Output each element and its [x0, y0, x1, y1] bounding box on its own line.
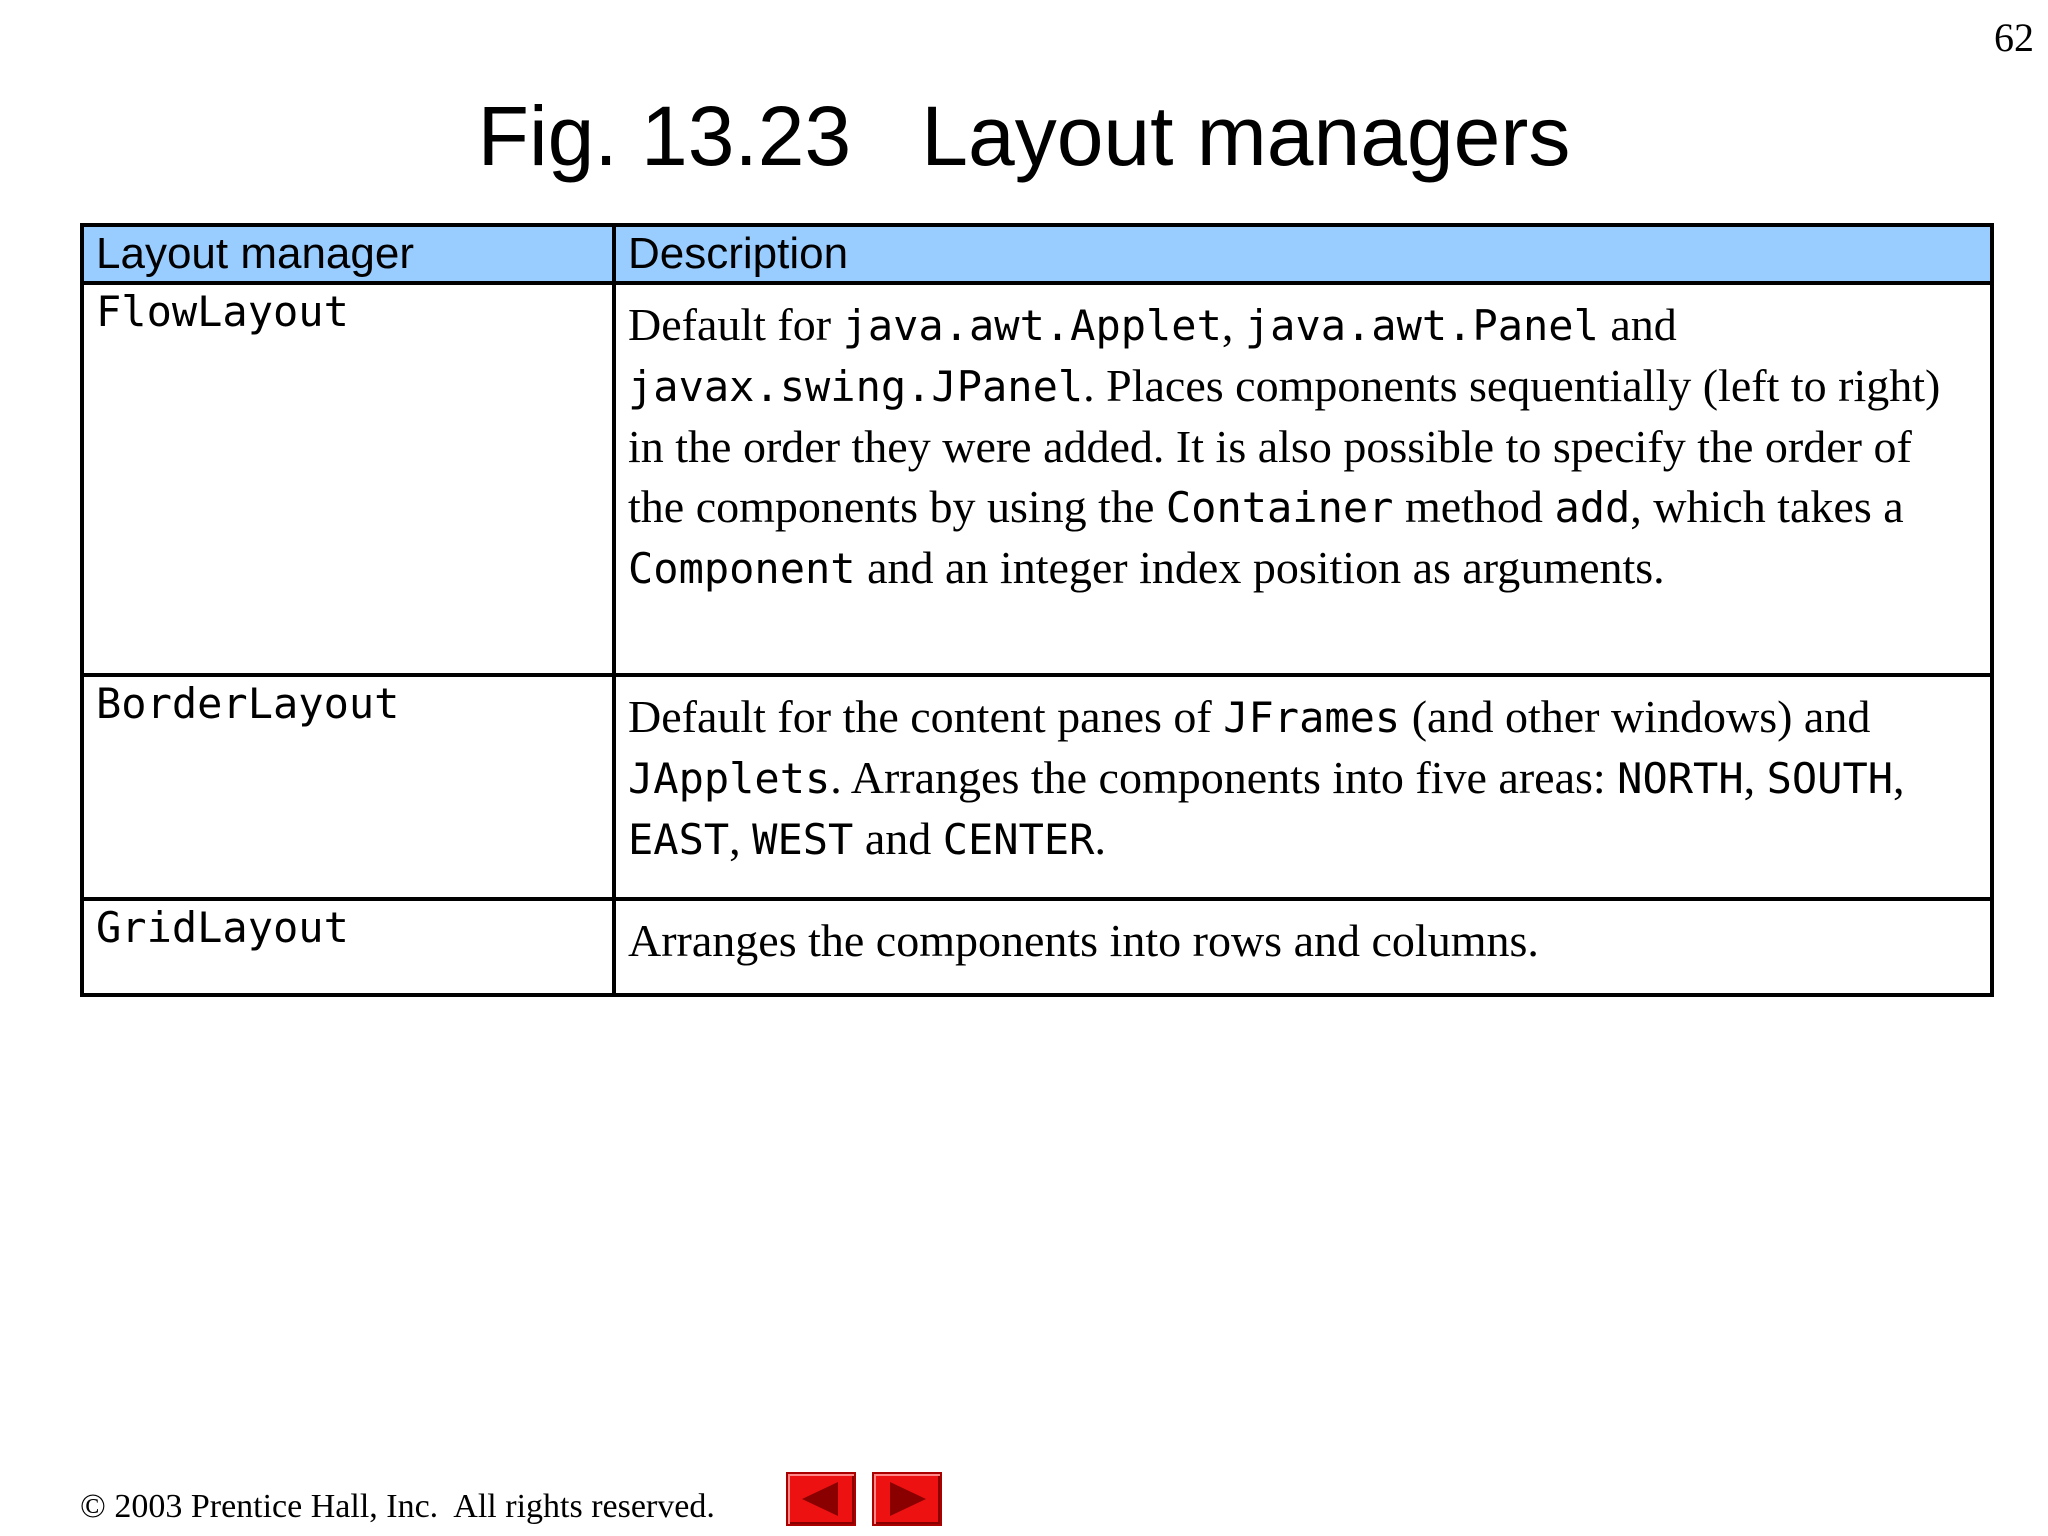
left-arrow-icon — [788, 1474, 854, 1524]
code-term: javax.swing.JPanel — [628, 362, 1084, 411]
code-term: java.awt.Panel — [1244, 301, 1599, 350]
layout-description-cell — [614, 283, 1992, 675]
code-term: JApplets — [628, 754, 831, 803]
layout-description-cell — [614, 675, 1992, 899]
layout-managers-table — [80, 223, 1994, 997]
description-text: , — [729, 813, 753, 864]
description-text: , — [1893, 752, 1905, 803]
code-term: NORTH — [1617, 754, 1744, 803]
previous-slide-button[interactable] — [786, 1472, 856, 1526]
description-text: . Places components sequentially (left to right) in the order they were added. It is also possible to specify the order of the components by using the — [628, 360, 1941, 532]
description-text: Arranges the components into rows and columns. — [628, 915, 1539, 966]
description-text: , — [1743, 752, 1767, 803]
layout-description-cell — [614, 899, 1992, 995]
table-row — [82, 283, 1992, 675]
description-text: , — [1221, 299, 1245, 350]
description-text: Default for the content panes of — [628, 691, 1224, 742]
description-text: and an integer index position as arguments. — [855, 542, 1665, 593]
code-term: JFrames — [1223, 693, 1401, 742]
layout-name-cell: FlowLayout — [82, 283, 614, 675]
table-row — [82, 675, 1992, 899]
copyright-notice: © 2003 Prentice Hall, Inc. All rights reserved. — [80, 1488, 715, 1525]
next-slide-button[interactable] — [872, 1472, 942, 1526]
code-term: Container — [1165, 483, 1394, 532]
code-term: Component — [628, 544, 856, 593]
layout-name-cell: BorderLayout — [82, 675, 614, 899]
code-term: WEST — [752, 815, 854, 864]
code-term: add — [1554, 483, 1631, 532]
code-term: java.awt.Applet — [842, 301, 1222, 350]
layout-name-cell: GridLayout — [82, 899, 614, 995]
table-header-row — [82, 225, 1992, 283]
header-description: Description — [614, 225, 1992, 283]
right-arrow-icon — [874, 1474, 940, 1524]
page-number: 62 — [1994, 15, 2034, 60]
description-text: , which takes a — [1630, 481, 1904, 532]
description-text: . Arranges the components into five areas: — [830, 752, 1618, 803]
description-text: and — [853, 813, 943, 864]
description-text: (and other windows) and — [1400, 691, 1871, 742]
slide-title: Fig. 13.23 Layout managers — [477, 89, 1571, 183]
description-text: method — [1393, 481, 1555, 532]
description-text: . — [1094, 813, 1106, 864]
code-term: SOUTH — [1766, 754, 1894, 803]
code-term: EAST — [628, 815, 730, 864]
table-row — [82, 899, 1992, 995]
code-term: CENTER — [942, 815, 1095, 864]
header-layout-manager: Layout manager — [82, 225, 614, 283]
description-text: and — [1598, 299, 1677, 350]
description-text: Default for — [628, 299, 843, 350]
